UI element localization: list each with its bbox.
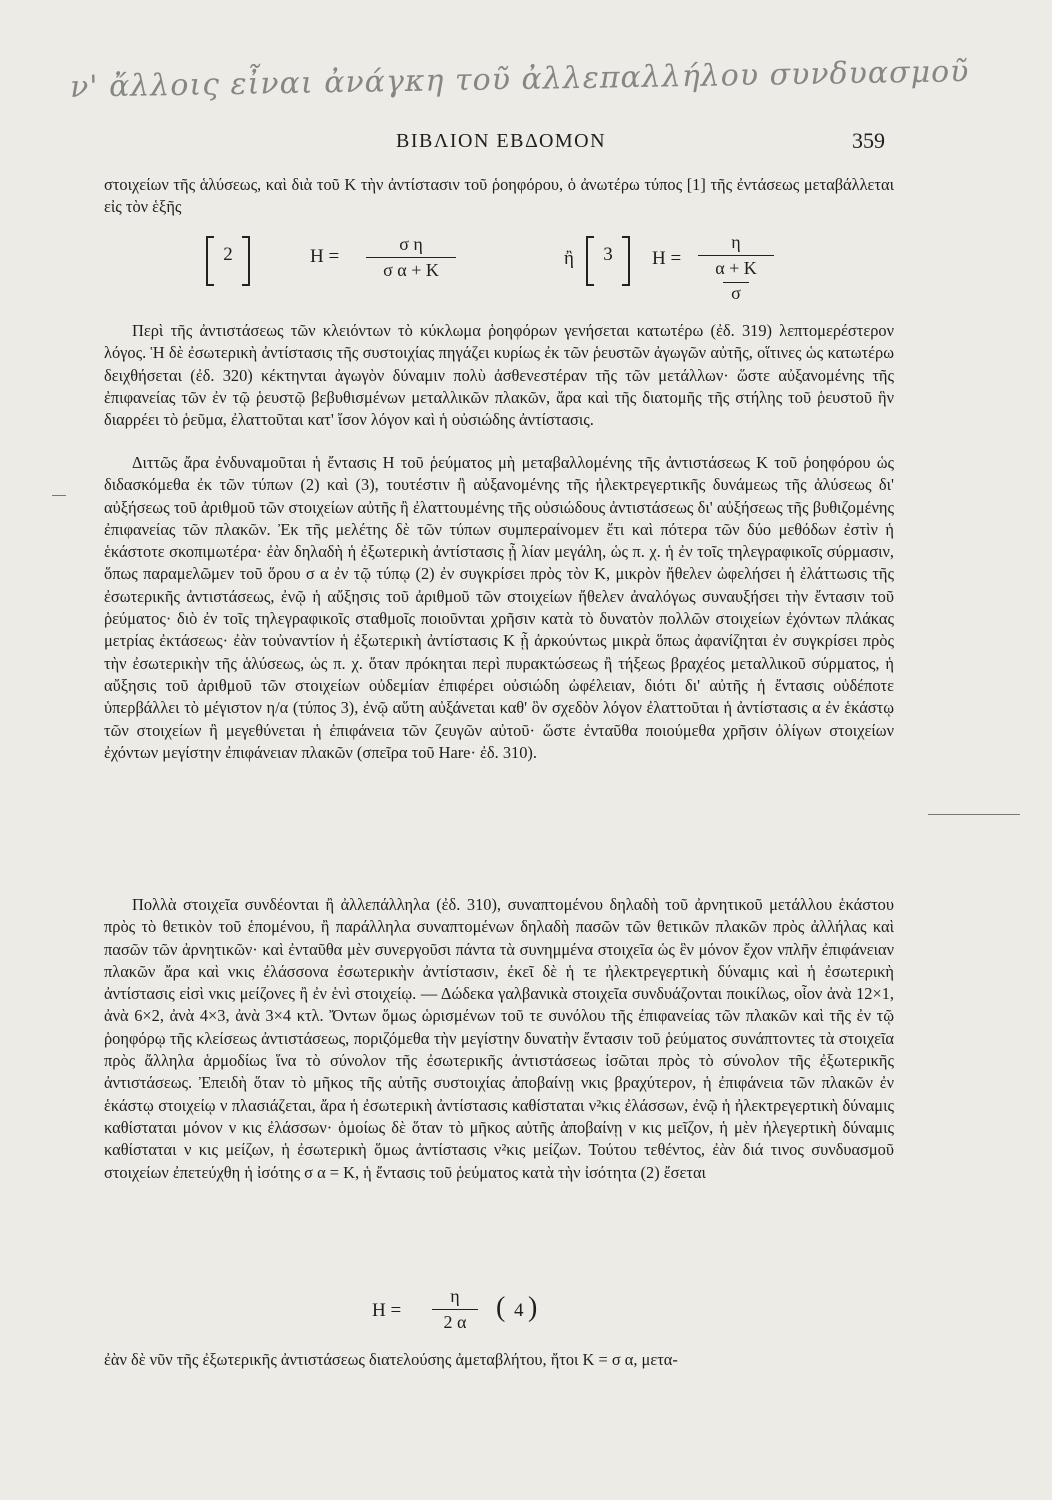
equation-4-open-paren: ( [496, 1292, 506, 1323]
margin-mark-right [928, 814, 1020, 815]
equation-4-label: 4 [514, 1300, 524, 1321]
paragraph-3: Διττῶς ἄρα ἐνδυναμοῦται ἡ ἔντασις Η τοῦ ῥεύματος μὴ μεταβαλλομένης τῆς ἀντιστάσεως Κ τοῦ ῥοηφόρου ὡς διδασκόμεθα ἐκ τῶν τύπων (2) καὶ (3), τουτέστιν ἢ αὐξανομένης τῆς ἠλεκτρεγερτικῆς δυνάμεως τῆς ἁλύσεως δι' αὐξήσεως τοῦ ἀριθμοῦ τῶν στοιχείων αὐτῆς ἢ ἐλαττουμένης τῆς οὐσιώδους ἀντιστάσεως δι' αὐξήσεως τῆς βυθιζομένης ἐπιφανείας τῶν πλακῶν. Ἐκ τῆς μελέτης δὲ τῶν τύπων συμπεραίνομεν ἔτι καὶ πότερα τῶν δύο μεθόδων ἐστὶν ἡ ἑκάστοτε σκοπιμωτέρα· ἐὰν δηλαδὴ ἡ ἐξωτερικὴ ἀντίστασις ᾖ λίαν μεγάλη, ὡς π. χ. ἡ ἐν τοῖς τηλεγραφικοῖς σύρμασιν, ὅπως παραμελῶμεν τοῦ ὅρου σ α ἐν τῷ τύπῳ (2) ἐν συγκρίσει πρὸς τὸν Κ, μικρὸν ἤθελεν ὠφελήσει ἡ ἐλάττωσις τῆς ἐσωτερικῆς ἀντιστάσεως, ἐνῷ ἡ αὔξησις τοῦ ἀριθμοῦ τῶν στοιχείων ἤθελεν ἀναλόγως συναυξήσει τὴν ἔντασιν τοῦ ῥεύματος· διὸ ἐν τοῖς τηλεγραφικοῖς σταθμοῖς ποιοῦνται χρῆσιν κατὰ τὸ δυνατὸν πολλῶν στοιχείων ἐχόντων πλάκας μετρίας ἐκτάσεως· ἐὰν τοὐναντίον ἡ ἐξωτερικὴ ἀντίστασις Κ ᾖ ἀρκούντως μικρὰ ὅπως ἀφανίζηται ἐν συγκρίσει πρὸς τὴν ἐσωτερικὴν τῆς ἁλύσεως, ὡς π. χ. ὅταν πρόκηται περὶ πυρακτώσεως ἢ τήξεως βραχέος μεταλλικοῦ σύρματος, ἡ αὔξησις τοῦ ἀριθμοῦ τῶν στοιχείων οὐδεμίαν ἐπιφέρει οὐσιώδη ὠφέλειαν, διότι δι' αὐτῆς ἡ ἔντασις οὐδέποτε ὑπερβάλλει τὸ μέγιστον η/α (τύπος 3), ἐνῷ αὕτη αὐξάνεται καθ' ὃν σχεδὸν λόγον ἐλαττοῦται ἡ ἀντίστασις α ἐν ἑκάστῳ τῶν στοιχείων ἢ μεγεθύνεται ἡ ἐπιφάνεια τῶν ζευγῶν αὐτοῦ· ὥστε ἐνταῦθα ποιούμεθα χρῆσιν ὀλίγων στοιχείων ἐχόντων μεγίστην ἐπιφάνειαν πλακῶν (σπεῖρα τοῦ Hare· ἐδ. 310). [104, 453, 894, 762]
equation-4-numerator: η [450, 1286, 460, 1306]
equation-3-denominator: α + Κ [715, 258, 757, 278]
equation-3-conjunction: ἢ [564, 248, 574, 269]
equation-4-denominator: 2 α [443, 1312, 467, 1332]
equation-2-label: 2 [223, 244, 233, 265]
equation-2-label-bracket [206, 236, 250, 286]
handwritten-note: ν' ἄλλοις εἶναι ἀνάγκη τοῦ ἀλλεπαλλήλου συνδυασμοῦ [69, 54, 970, 105]
paragraph-2: Περὶ τῆς ἀντιστάσεως τῶν κλειόντων τὸ κύκλωμα ῥοηφόρων γενήσεται κατωτέρω (ἐδ. 319) λεπτομερέστερον λόγος. Ἡ δὲ ἐσωτερικὴ ἀντίστασις τῆς συστοιχίας πηγάζει κυρίως ἐκ τῶν ῥευστῶν ἀγωγῶν αὐτῆς, οἵτινες ὡς κατωτέρω δειχθήσεται (ἐδ. 320) κέκτηνται ἀγωγὸν δύναμιν πολὺ ἀσθενεστέραν τῆς τῶν μετάλλων· ὥστε αὐξανομένης τῆς ἐπιφανείας τῶν ἐν τῷ ῥευστῷ βεβυθισμένων μεταλλικῶν πλακῶν, ἄρα καὶ τῆς διατομῆς τῆς στήλης τοῦ ῥευστοῦ ἣν διαρρέει τὸ ῥεῦμα, ἐλαττοῦται κατ' ἴσον λόγον καὶ ἡ οὐσιώδης ἀντίστασις. [104, 321, 894, 430]
running-header: ΒΙΒΛΙΟΝ ΕΒΔΟΜΟΝ [396, 130, 607, 152]
equation-row-4 [104, 1286, 894, 1340]
equation-4-close-paren: ) [528, 1292, 538, 1323]
equation-2-denominator: σ α + Κ [383, 260, 439, 280]
equation-row-2-3 [104, 232, 894, 303]
equation-3-sub-denominator: σ [731, 283, 741, 303]
equation-4-fraction [432, 1286, 478, 1333]
equation-4-lhs: Η = [372, 1300, 402, 1321]
paragraph-1: στοιχείων τῆς ἁλύσεως, καὶ διὰ τοῦ Κ τὴν ἀντίστασιν τοῦ ῥοηφόρου, ὁ ἀνωτέρω τύπος [1] τῆς ἐντάσεως μεταβάλλεται εἰς τὸν ἑξῆς [104, 175, 894, 217]
equation-3-label: 3 [603, 244, 613, 265]
equation-2-fraction [366, 234, 456, 281]
paragraph-4: Πολλὰ στοιχεῖα συνδέονται ἢ ἀλλεπάλληλα (ἐδ. 310), συναπτομένου δηλαδὴ τοῦ ἀρνητικοῦ μετάλλου ἑκάστου πρὸς τὸ θετικὸν τοῦ ἑπομένου, ἢ παράλληλα συναπτομένων δηλαδὴ πασῶν τῶν θετικῶν πλακῶν πρὸς ἀλλήλας καὶ πασῶν τῶν ἀρνητικῶν· καὶ ἐνταῦθα μὲν συνεργοῦσι πάντα τὰ συνημμένα στοιχεῖα ὡς ἓν μόνον ἔχον νπλῆν ἐπιφάνειαν πλακῶν ἄρα καὶ νκις ἐλάσσονα ἐσωτερικὴν ἀντίστασιν, ἐκεῖ δὲ ἡ τε ἠλεκτρεγερτικὴ δύναμις καὶ ἡ ἐσωτερικὴ ἀντίστασις εἰσὶ νκις μείζονες ἢ ἐν ἑνὶ στοιχείῳ. — Δώδεκα γαλβανικὰ στοιχεῖα συνδυάζονται ποικίλως, οἷον ἀνὰ 12×1, ἀνὰ 6×2, ἀνὰ 4×3, ἀνὰ 3×4 κτλ. Ὄντων ὅμως ὡρισμένων τοῦ τε συνόλου τῆς ἐπιφανείας τῶν πλακῶν καὶ τῆς ἐν τῷ ῥοηφόρῳ τῆς κλείσεως ἀντιστάσεως, ποριζόμεθα τὴν μεγίστην δυνατὴν ἔντασιν τοῦ ῥεύματος συνάπτοντες τὰ στοιχεῖα πρὸς ἄλληλα ἁρμοδίως ἵνα τὸ σύνολον τῆς ἐσωτερικῆς ἀντιστάσεως ἰσῶται πρὸς τὸ σύνολον τῆς ἐξωτερικῆς ἀντιστάσεως. Ἐπειδὴ ὅταν τὸ μῆκος τῆς αὐτῆς συστοιχίας ἀποβαίνῃ νκις βραχύτερον, ἡ ἐπιφάνεια τῶν πλακῶν ἐν ἑκάστῳ στοιχείῳ ν πλασιάζεται, ἄρα ἡ ἐσωτερικὴ ἀντίστασις καθίσταται ν²κις ἐλάσσων, ἐνῷ ἡ ἠλεκτρεγερτικὴ δύναμις καθίσταται μόνον ν κις ἐλάσσων· ὁμοίως δὲ ὅταν τὸ μῆκος αὐτῆς ἀποβαίνῃ ν κις μεῖζον, ἡ μὲν ἠλεγερτικὴ δύναμις καθίσταται ν κις μείζων, ἡ ἐσωτερικὴ ὅμως ἀντίστασις ν²κις μείζων. Τούτου τεθέντος, ἐὰν διά τινος συνδυασμοῦ στοιχείων ἐπετεύχθη ἡ ἰσότης σ α = Κ, ἡ ἔντασις τοῦ ῥεύματος κατὰ τὴν ἰσότητα (2) ἔσεται [104, 895, 894, 1182]
equation-3-numerator: η [731, 232, 741, 252]
equation-3-lhs: Η = [652, 248, 682, 269]
paragraph-5: ἐὰν δὲ νῦν τῆς ἐξωτερικῆς ἀντιστάσεως διατελούσης ἀμεταβλήτου, ἤτοι Κ = σ α, μετα- [104, 1350, 678, 1369]
equation-3-label-bracket [586, 236, 630, 286]
equation-2-numerator: σ η [399, 234, 423, 254]
margin-mark-left [52, 495, 66, 496]
page-number: 359 [852, 128, 885, 153]
equation-3-fraction [698, 232, 774, 304]
equation-2-lhs: Η = [310, 246, 340, 267]
